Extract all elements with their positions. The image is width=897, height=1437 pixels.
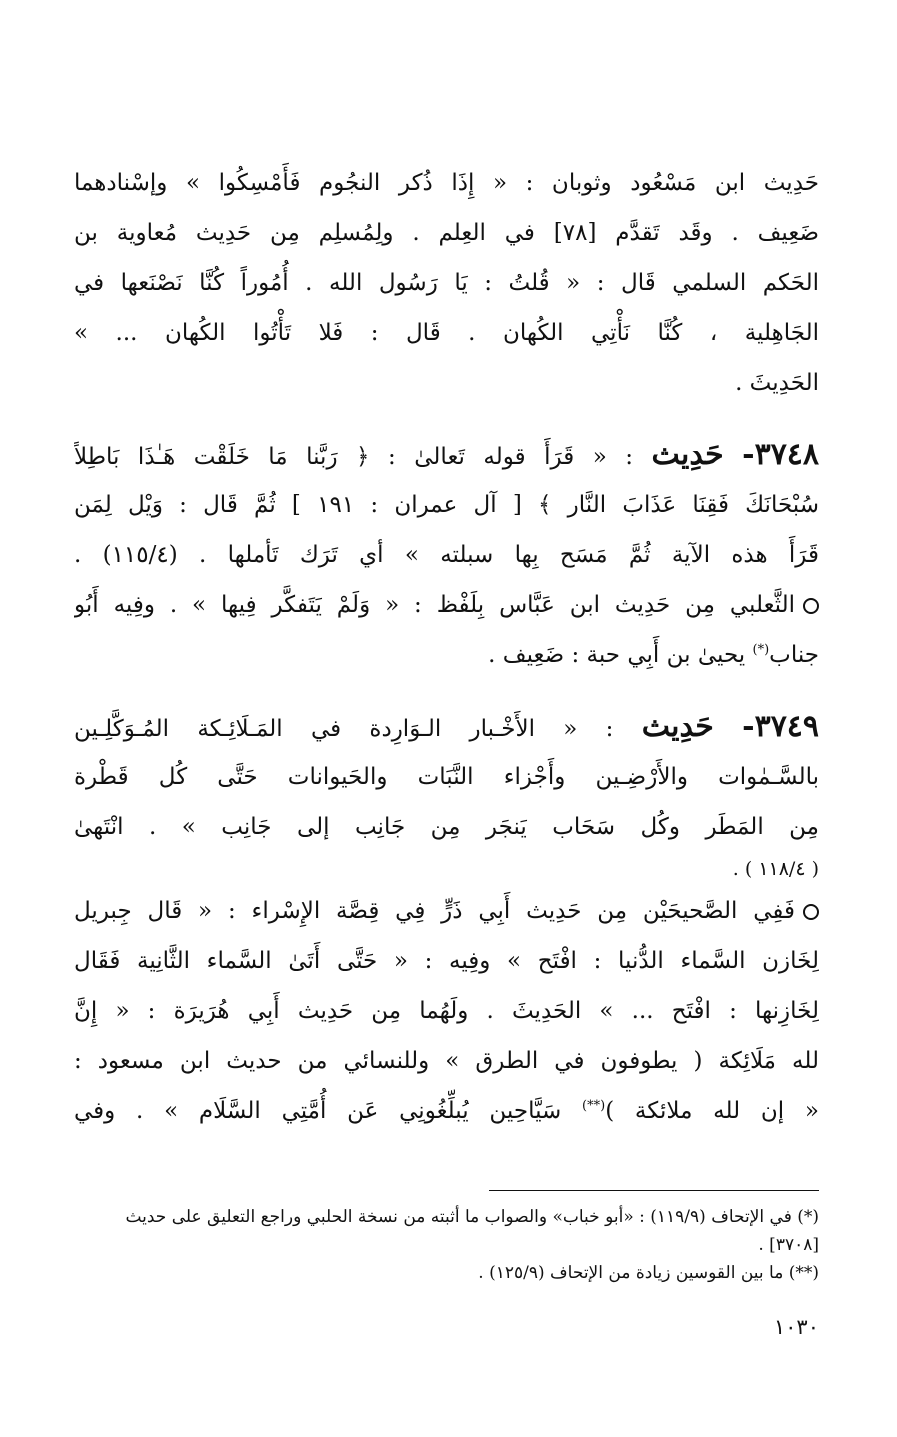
text-line: الحَدِيثَ .: [735, 370, 819, 396]
footnote-separator: [489, 1190, 819, 1191]
takhrij-text: فَفِي الصَّحيحَيْن مِن حَدِيث أَبِي ذَرٍّ فِي قِصَّة الإِسْراء : « قَال جِبريل: [74, 898, 795, 924]
takhrij-text: جناب: [769, 642, 819, 668]
hadith-3749-section: [74, 702, 819, 1136]
text-line: الجَاهِلية ، كُنَّا نَأْتِي الكُهان . قَال : فَلا تَأْتُوا الكُهان ... »: [74, 320, 819, 346]
takhrij-text: « إن لله ملائكة ): [605, 1098, 819, 1124]
takhrij-text: يحيىٰ بن أَبِي حبة : ضَعِيف .: [488, 642, 753, 668]
takhrij-line: [74, 580, 819, 630]
circle-bullet-icon: [803, 904, 819, 920]
footnote-line: (**) ما بين القوسين زيادة من الإتحاف (١٢٥/٩) .: [478, 1263, 819, 1283]
text-line: سُبْحَانَكَ فَقِنَا عَذَابَ النَّار ﴾ [ آل عمران : ١٩١ ] ثُمَّ قَال : وَيْل لِمَن: [74, 492, 819, 518]
hadith-3748-section: [74, 430, 819, 680]
text-line: حَدِيث ابن مَسْعُود وثوبان : « إِذَا ذُكر النجُوم فَأَمْسِكُوا » وإسْنادهما: [74, 170, 819, 196]
footnote-line: (*) في الإتحاف (١١٩/٩) : «أبو خباب» والصواب ما أثبته من نسخة الحلبي وراجع التعليق على حديث: [125, 1207, 819, 1227]
takhrij-line: لله مَلَائِكة ( يطوفون في الطرق » وللنسائي من حديث ابن مسعود :: [74, 1048, 819, 1074]
takhrij-line: [74, 630, 819, 680]
takhrij-text: الثَّعلبي مِن حَدِيث ابن عَبَّاس بِلَفْظ : « وَلَمْ يَتَفكَّر فِيها » . وفِيه أَبُو: [74, 592, 795, 618]
takhrij-line: [74, 886, 819, 936]
page-number: ١٠٣٠: [773, 1315, 819, 1339]
footnotes: [74, 1190, 819, 1287]
text-line: ( ١١٨/٤ ) .: [732, 858, 819, 880]
footnote-marker: (*): [752, 642, 770, 658]
hadith-3749-heading-line: [74, 702, 819, 752]
hadith-text: : « قَرَأَ قوله تَعالىٰ : ﴿ رَبَّنا مَا خَلَقْت هَـٰذَا بَاطِلاً: [74, 444, 634, 470]
takhrij-text: سَيَّاحِين يُبلِّغُونِي عَن أُمَّتِي السَّلَام » . وفي: [74, 1098, 583, 1124]
text-line: بالسَّـمٰوات والأَرْضِـين وأَجْزاء النَّبَات والحَيوانات حَتَّى كُل قَطْرة: [74, 764, 819, 790]
text-line: قَرَأَ هذه الآية ثُمَّ مَسَح بِها سبلته » أي تَرَك تَأملها . (١١٥/٤) .: [74, 542, 819, 568]
text-line: ضَعِيف . وقَد تَقدَّم [٧٨] في العِلم . ولِمُسلِم مِن حَدِيث مُعاوية بن: [74, 220, 819, 246]
text-line: مِن المَطَر وكُل سَحَاب يَنجَر مِن جَانِب إلى جَانِب » . انْتَهىٰ: [74, 814, 819, 840]
hadith-number: ٣٧٤٨-: [742, 437, 819, 472]
text-line: الحَكم السلمي قَال : « قُلتُ : يَا رَسُول الله . أُمُوراً كُنَّا نَصْنَعها في: [74, 270, 819, 296]
takhrij-line: لِخَازِنها : افْتَح ... » الحَدِيثَ . ولَهُما مِن حَدِيث أَبِي هُرَيرَة : « إِنَّ: [74, 998, 819, 1024]
footnote-line: [٣٧٠٨] .: [758, 1235, 819, 1255]
previous-section: [74, 158, 819, 408]
hadith-text: : « الأَخْـبار الـوَارِدة في المَـلَائِـكة المُـوَكَّلِـين: [74, 716, 614, 742]
hadith-label: حَدِيث: [651, 437, 724, 472]
hadith-3748-heading-line: [74, 430, 819, 480]
footnote-marker: (**): [582, 1098, 606, 1114]
takhrij-line: [74, 1086, 819, 1136]
hadith-number: ٣٧٤٩-: [742, 709, 819, 744]
circle-bullet-icon: [803, 598, 819, 614]
hadith-label: حَدِيث: [641, 709, 714, 744]
takhrij-line: لِخَازن السَّماء الدُّنيا : افْتَح » وفِيه : « حَتَّى أَتَىٰ السَّماء الثَّانِية فَقَال: [74, 948, 819, 974]
